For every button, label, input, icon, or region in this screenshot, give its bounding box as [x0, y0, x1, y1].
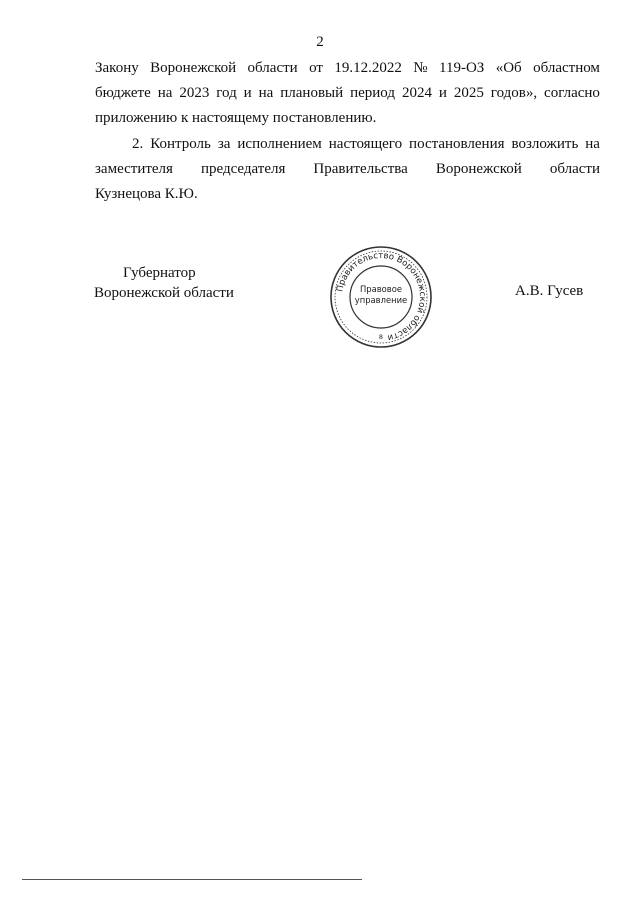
word: заместителя	[95, 161, 173, 177]
paragraph1-line2	[95, 81, 600, 106]
word: 2023	[179, 85, 210, 101]
word: областном	[533, 60, 600, 76]
number-sign: №	[413, 60, 428, 76]
word: период	[350, 85, 396, 101]
word: год	[216, 85, 237, 101]
word: на	[157, 85, 173, 101]
word: Воронежской	[150, 60, 237, 76]
word: на	[585, 136, 600, 152]
word: председателя	[200, 161, 286, 177]
word: Закону	[95, 60, 139, 76]
paragraph1-line3: приложению к настоящему постановлению.	[95, 110, 377, 126]
word: бюджете	[95, 85, 151, 101]
word: и	[243, 85, 252, 101]
stamp-center-line2: управление	[354, 295, 408, 305]
footer-rule	[22, 879, 362, 880]
stamp-ring-text: Правительство Воронежской области	[335, 250, 428, 343]
word: и	[438, 85, 447, 101]
word: «Об	[495, 60, 522, 76]
stamp-number: 8	[378, 333, 384, 341]
word: области	[247, 60, 298, 76]
stamp-center-line1: Правовое	[359, 284, 403, 294]
signatory-title-line1: Губернатор	[123, 265, 196, 281]
word: за	[217, 136, 231, 152]
paragraph2-line2	[95, 157, 600, 182]
word: Воронежской	[435, 161, 522, 177]
paragraph2-line1	[95, 132, 600, 157]
page-number: 2	[316, 34, 324, 50]
word: согласно	[544, 85, 600, 101]
word: годов»,	[490, 85, 538, 101]
word: возложить	[511, 136, 579, 152]
paragraph-budget-law	[95, 56, 600, 131]
word: Правительства	[313, 161, 408, 177]
paragraph-control-assignment	[95, 132, 600, 207]
word: от	[309, 60, 323, 76]
word: Контроль	[150, 136, 211, 152]
word: постановления	[409, 136, 505, 152]
word: на	[258, 85, 274, 101]
legal-department-stamp	[328, 244, 434, 350]
signatory-title-line2: Воронежской области	[94, 285, 234, 301]
law-date: 19.12.2022	[334, 60, 402, 76]
word: области	[549, 161, 600, 177]
signatory-name: А.В. Гусев	[515, 283, 584, 299]
law-number: 119-ОЗ	[439, 60, 485, 76]
paragraph1-line1	[95, 56, 600, 81]
deputy-name: Кузнецова К.Ю.	[95, 186, 198, 202]
word: 2025	[453, 85, 484, 101]
item-number: 2.	[132, 136, 144, 152]
word: плановый	[280, 85, 344, 101]
word: 2024	[401, 85, 432, 101]
word: настоящего	[328, 136, 403, 152]
word: исполнением	[237, 136, 322, 152]
